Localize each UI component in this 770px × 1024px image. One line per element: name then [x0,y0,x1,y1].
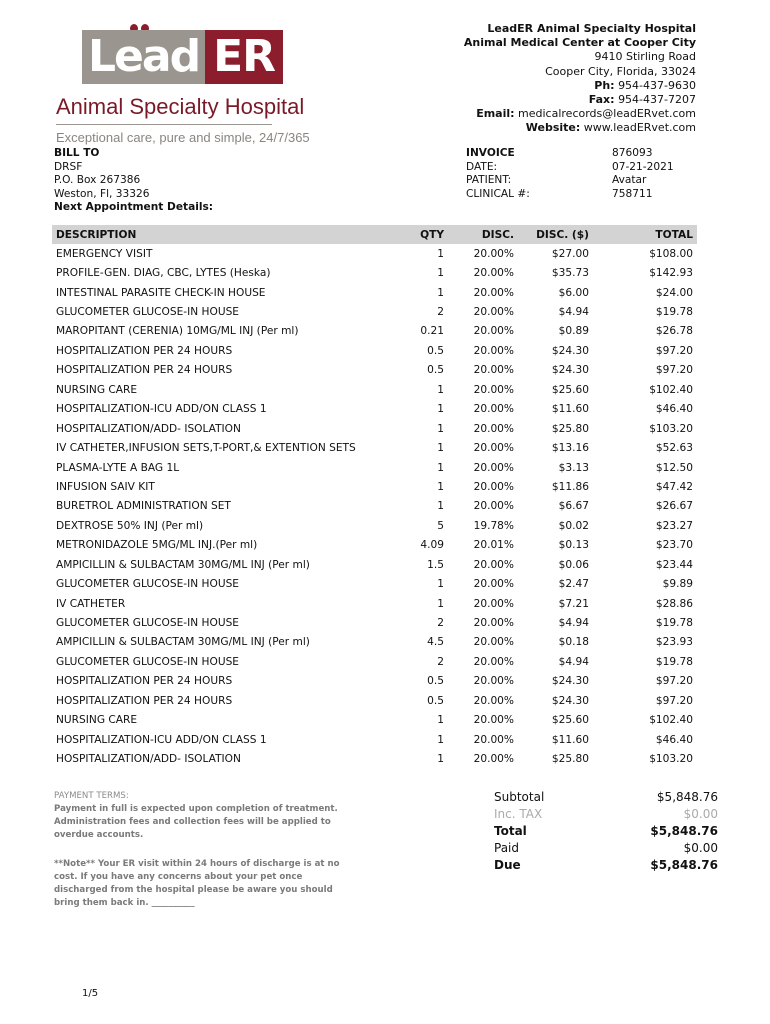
due-value: $5,848.76 [650,858,718,872]
cell-disc-amount: $0.13 [558,539,589,552]
cell-description: HOSPITALIZATION PER 24 HOURS [56,344,233,357]
line-items-table [52,225,697,769]
bill-to-line2: P.O. Box 267386 [54,174,141,186]
table-row [52,302,697,321]
totals-block [494,789,718,874]
cell-qty: 4.09 [420,539,444,552]
clinic-website: www.leadERvet.com [583,121,696,135]
cell-qty: 1 [437,442,444,455]
table-row [52,244,697,263]
clinic-email-line [464,107,696,121]
cell-qty: 2 [437,617,444,630]
cell-qty: 1 [437,461,444,474]
table-row [52,711,697,730]
cell-disc: 20.00% [473,617,514,630]
cell-disc: 20.00% [473,306,514,319]
tax-label: Inc. TAX [494,807,543,821]
cell-disc-amount: $11.86 [551,480,589,493]
next-appointment-heading: Next Appointment Details: [54,201,214,213]
cell-disc: 20.00% [473,636,514,649]
cell-total: $23.44 [655,558,693,571]
table-row [52,341,697,360]
clinic-fax: 954-437-7207 [618,93,696,107]
cell-description: NURSING CARE [56,714,138,727]
cell-total: $23.27 [655,519,693,532]
total-row [494,823,718,840]
cell-description: BURETROL ADMINISTRATION SET [56,500,231,513]
invoice-values [612,147,674,201]
header-description: DESCRIPTION [52,225,378,244]
cell-description: IV CATHETER [56,597,126,610]
cell-total: $19.78 [655,617,693,630]
table-row [52,322,697,341]
cell-disc-amount: $7.21 [558,597,589,610]
cell-disc: 20.00% [473,325,514,338]
cell-disc: 20.00% [473,267,514,280]
table-row [52,691,697,710]
cell-total: $23.70 [655,539,693,552]
subtotal-row [494,789,718,806]
cell-qty: 1 [437,267,444,280]
cell-disc: 19.78% [473,519,514,532]
logo-er-text: ER [205,30,283,84]
cell-total: $47.42 [655,480,693,493]
cell-description: GLUCOMETER GLUCOSE-IN HOUSE [56,306,240,319]
tax-row [494,806,718,823]
cell-qty: 2 [437,306,444,319]
cell-total: $103.20 [649,753,693,766]
cell-qty: 1.5 [427,558,444,571]
bill-to-heading: BILL TO [54,147,100,159]
cell-disc: 20.00% [473,500,514,513]
clinic-street: 9410 Stirling Road [594,50,696,64]
cell-description: HOSPITALIZATION/ADD- ISOLATION [56,753,241,766]
website-label: Website: [525,121,581,135]
table-row [52,574,697,593]
table-row [52,458,697,477]
date-label: DATE: [466,160,498,173]
cell-total: $26.78 [655,325,693,338]
cell-disc: 20.00% [473,753,514,766]
cell-total: $108.00 [649,247,693,260]
cell-total: $103.20 [649,422,693,435]
clinical-label: CLINICAL #: [466,187,530,200]
cell-disc: 20.00% [473,558,514,571]
cell-description: DEXTROSE 50% INJ (Per ml) [56,519,204,532]
table-row [52,400,697,419]
cell-disc-amount: $0.18 [558,636,589,649]
cell-disc-amount: $4.94 [558,617,589,630]
cell-disc: 20.00% [473,364,514,377]
cell-total: $142.93 [649,267,693,280]
logo-hospital-name: Animal Specialty Hospital [56,94,305,119]
cell-disc: 20.00% [473,383,514,396]
cell-qty: 2 [437,655,444,668]
cell-disc-amount: $24.30 [551,364,589,377]
table-row [52,361,697,380]
cell-total: $46.40 [655,733,693,746]
cell-disc: 20.00% [473,675,514,688]
cell-total: $97.20 [655,694,693,707]
table-row [52,263,697,282]
payment-terms-text: Payment in full is expected upon completion of treatment. Administration fees and collection fees will be applied to overdue accounts. [54,804,338,840]
clinic-subname: Animal Medical Center at Cooper City [463,36,696,50]
cell-qty: 0.5 [427,694,444,707]
clinic-phone: 954-437-9630 [618,78,696,92]
cell-disc: 20.00% [473,655,514,668]
cell-disc-amount: $4.94 [558,655,589,668]
cell-disc: 20.00% [473,694,514,707]
cell-disc: 20.00% [473,480,514,493]
table-row [52,516,697,535]
cell-description: HOSPITALIZATION-ICU ADD/ON CLASS 1 [56,733,267,746]
cell-total: $46.40 [655,403,693,416]
cell-disc: 20.00% [473,286,514,299]
patient-label: PATIENT: [466,174,512,186]
cell-description: PROFILE-GEN. DIAG, CBC, LYTES (Heska) [56,267,271,280]
cell-total: $26.67 [655,500,693,513]
bill-to-line3: Weston, Fl, 33326 [54,187,150,200]
cell-qty: 1 [437,753,444,766]
cell-disc: 20.00% [473,344,514,357]
header-total: TOTAL [593,225,697,244]
cell-disc: 20.00% [473,247,514,260]
bill-to-line1: DRSF [54,160,83,173]
cell-disc-amount: $2.47 [558,578,589,591]
cell-disc: 20.00% [473,578,514,591]
cell-disc-amount: $6.67 [558,500,589,513]
table-row [52,749,697,768]
cell-disc-amount: $11.60 [551,403,589,416]
cell-total: $9.89 [662,578,693,591]
cell-description: EMERGENCY VISIT [56,247,153,260]
cell-disc-amount: $25.80 [551,422,589,435]
cell-description: AMPICILLIN & SULBACTAM 30MG/ML INJ (Per ml) [56,558,310,571]
cell-qty: 0.5 [427,364,444,377]
table-header-row [52,225,697,244]
cell-disc: 20.00% [473,422,514,435]
cell-disc: 20.01% [473,539,514,552]
cell-description: INFUSION SAIV KIT [56,480,155,493]
cell-total: $28.86 [655,597,693,610]
cell-description: HOSPITALIZATION PER 24 HOURS [56,694,233,707]
page-number: 1/5 [82,988,99,999]
cell-qty: 1 [437,286,444,299]
table-row [52,633,697,652]
email-label: Email: [476,107,515,121]
cell-total: $19.78 [655,306,693,319]
logo-tagline: Exceptional care, pure and simple, 24/7/365 [56,130,310,145]
cell-description: HOSPITALIZATION/ADD- ISOLATION [56,422,241,435]
table-row [52,477,697,496]
cell-description: GLUCOMETER GLUCOSE-IN HOUSE [56,655,240,668]
cell-qty: 1 [437,714,444,727]
cell-description: NURSING CARE [56,383,138,396]
logo-lead-text: Lead [82,30,205,84]
cell-qty: 5 [437,519,444,532]
cell-description: HOSPITALIZATION PER 24 HOURS [56,364,233,377]
cell-disc-amount: $24.30 [551,344,589,357]
payment-terms [54,790,354,910]
cell-description: IV CATHETER,INFUSION SETS,T-PORT,& EXTENTION SETS [56,442,356,455]
cell-qty: 0.5 [427,675,444,688]
cell-total: $97.20 [655,344,693,357]
cell-total: $97.20 [655,675,693,688]
cell-qty: 1 [437,247,444,260]
cell-qty: 1 [437,383,444,396]
cell-disc-amount: $25.80 [551,753,589,766]
paid-value: $0.00 [683,841,718,855]
clinic-website-line [464,121,696,135]
cell-disc: 20.00% [473,714,514,727]
cell-qty: 0.21 [420,325,444,338]
logo-wordmark [82,30,283,84]
cell-qty: 1 [437,500,444,513]
invoice-labels [466,147,530,201]
cell-description: INTESTINAL PARASITE CHECK-IN HOUSE [56,286,266,299]
cell-disc-amount: $3.13 [558,461,589,474]
payment-terms-heading: PAYMENT TERMS: [54,791,129,801]
cell-description: MAROPITANT (CERENIA) 10MG/ML INJ (Per ml) [56,325,299,338]
header-disc-amount: DISC. ($) [518,225,593,244]
cell-description: HOSPITALIZATION PER 24 HOURS [56,675,233,688]
cell-total: $23.93 [655,636,693,649]
cell-description: HOSPITALIZATION-ICU ADD/ON CLASS 1 [56,403,267,416]
clinic-email: medicalrecords@leadERvet.com [518,107,696,121]
cell-disc-amount: $24.30 [551,675,589,688]
hospital-logo [52,24,310,149]
total-value: $5,848.76 [650,824,718,838]
table-row [52,555,697,574]
cell-qty: 1 [437,480,444,493]
table-row [52,730,697,749]
cell-total: $24.00 [655,286,693,299]
header-qty: QTY [378,225,448,244]
cell-description: METRONIDAZOLE 5MG/ML INJ.(Per ml) [56,539,258,552]
table-row [52,672,697,691]
cell-disc: 20.00% [473,403,514,416]
cell-qty: 1 [437,422,444,435]
invoice-label: INVOICE [466,147,515,159]
cell-disc: 20.00% [473,442,514,455]
clinic-address-block [464,22,696,136]
tax-value: $0.00 [683,807,718,821]
subtotal-label: Subtotal [494,790,545,804]
cell-description: PLASMA-LYTE A BAG 1L [56,461,180,474]
invoice-number: 876093 [612,147,653,159]
paid-row [494,840,718,857]
paid-label: Paid [494,841,520,855]
table-row [52,594,697,613]
invoice-date: 07-21-2021 [612,160,674,173]
logo-divider [56,124,272,125]
table-row [52,652,697,671]
er-revisit-note: **Note** Your ER visit within 24 hours of discharge is at no cost. If you have any concerns about your pet once discharged from the hospital please be aware you should bring them back in. __________ [54,859,340,908]
cell-total: $102.40 [649,714,693,727]
clinic-city: Cooper City, Florida, 33024 [545,64,696,78]
cell-description: GLUCOMETER GLUCOSE-IN HOUSE [56,578,240,591]
cell-disc-amount: $6.00 [558,286,589,299]
cell-description: GLUCOMETER GLUCOSE-IN HOUSE [56,617,240,630]
cell-qty: 1 [437,403,444,416]
table-row [52,283,697,302]
cell-total: $19.78 [655,655,693,668]
cell-qty: 0.5 [427,344,444,357]
table-row [52,536,697,555]
clinical-number: 758711 [612,187,653,200]
cell-disc-amount: $0.89 [558,325,589,338]
cell-qty: 1 [437,733,444,746]
cell-disc-amount: $25.60 [551,714,589,727]
clinic-name: LeadER Animal Specialty Hospital [487,22,696,35]
cell-qty: 1 [437,578,444,591]
cell-disc: 20.00% [473,461,514,474]
cell-total: $12.50 [655,461,693,474]
cell-disc: 20.00% [473,597,514,610]
clinic-phone-line [464,79,696,93]
cell-total: $102.40 [649,383,693,396]
due-row [494,857,718,874]
table-row [52,419,697,438]
table-row [52,497,697,516]
due-label: Due [494,858,521,872]
cell-disc-amount: $25.60 [551,383,589,396]
cell-qty: 1 [437,597,444,610]
cell-disc-amount: $11.60 [551,733,589,746]
phone-label: Ph: [594,78,615,92]
cell-disc: 20.00% [473,733,514,746]
cell-disc-amount: $24.30 [551,694,589,707]
subtotal-value: $5,848.76 [656,790,718,804]
cell-disc-amount: $35.73 [551,267,589,280]
cell-disc-amount: $0.02 [558,519,589,532]
header-disc: DISC. [448,225,518,244]
table-row [52,380,697,399]
cell-disc-amount: $27.00 [551,247,589,260]
cell-disc-amount: $13.16 [551,442,589,455]
total-label: Total [494,824,527,838]
patient-name: Avatar [612,174,647,186]
bill-to-block [54,147,213,215]
cell-total: $52.63 [655,442,693,455]
cell-description: AMPICILLIN & SULBACTAM 30MG/ML INJ (Per ml) [56,636,310,649]
fax-label: Fax: [588,93,615,107]
cell-disc-amount: $0.06 [558,558,589,571]
cell-disc-amount: $4.94 [558,306,589,319]
table-row [52,438,697,457]
cell-qty: 4.5 [427,636,444,649]
clinic-fax-line [464,93,696,107]
cell-total: $97.20 [655,364,693,377]
table-row [52,613,697,632]
